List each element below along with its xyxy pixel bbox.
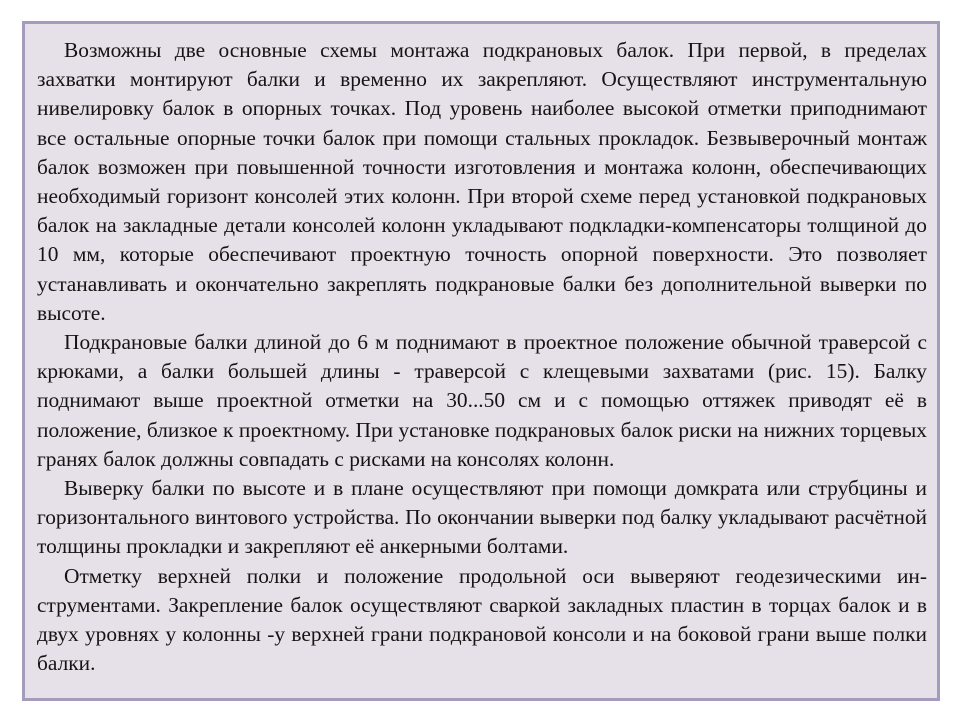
paragraph-4: Отметку верхней полки и положение продольной оси выверяют геодезическими инструментами. Закрепление балок осуществляют сваркой закладных пластин в торцах балок и в двух уровнях у колонны -у верхней грани подкрановой консоли и на боковой грани выше полки балки. [37, 563, 927, 676]
paragraph-1: Возможны две основные схемы монтажа подкрановых балок. При первой, в пределах захватки монтируют балки и временно их закрепляют. Осуществляют инструментальную нивелировку балок в опорных точках. Под уровень наиболее высокой отметки приподнимают все остальные опорные точки балок при помощи стальных прокладок. Безвыверочный монтаж балок возможен при повышенной точности изготовления и монтажа колонн, обеспечивающих необходимый горизонт консолей этих колонн. При второй схеме перед установкой подкрановых балок на закладные детали консолей колонн укладывают подкладки-компенсаторы толщиной до 10 мм, которые обеспечивают проектную точность опорной поверхности. Это позволяет устанавливать и окончательно закреплять подкрановые балки без дополнительной выверки по высоте. [37, 38, 927, 325]
paragraph-3: Выверку балки по высоте и в плане осуществляют при помощи домкрата или струбцины и горизонтального винтового устройства. По окончании выверки под балку укладывают расчётной толщины прокладки и закрепляют её анкерными болтами. [37, 476, 927, 559]
text-box [22, 21, 940, 701]
paragraph-2: Подкрановые балки длиной до 6 м поднимают в проектное положение обычной траверсой с крюками, а балки большей длины - траверсой с клещевыми захватами (рис. 15). Балку поднимают выше проектной отметки на 30...50 см и с помощью оттяжек приводят её в положение, близкое к проектному. При установке подкрановых балок риски на нижних торцевых гранях балок должны совпадать с рисками на консолях колонн. [37, 330, 927, 471]
